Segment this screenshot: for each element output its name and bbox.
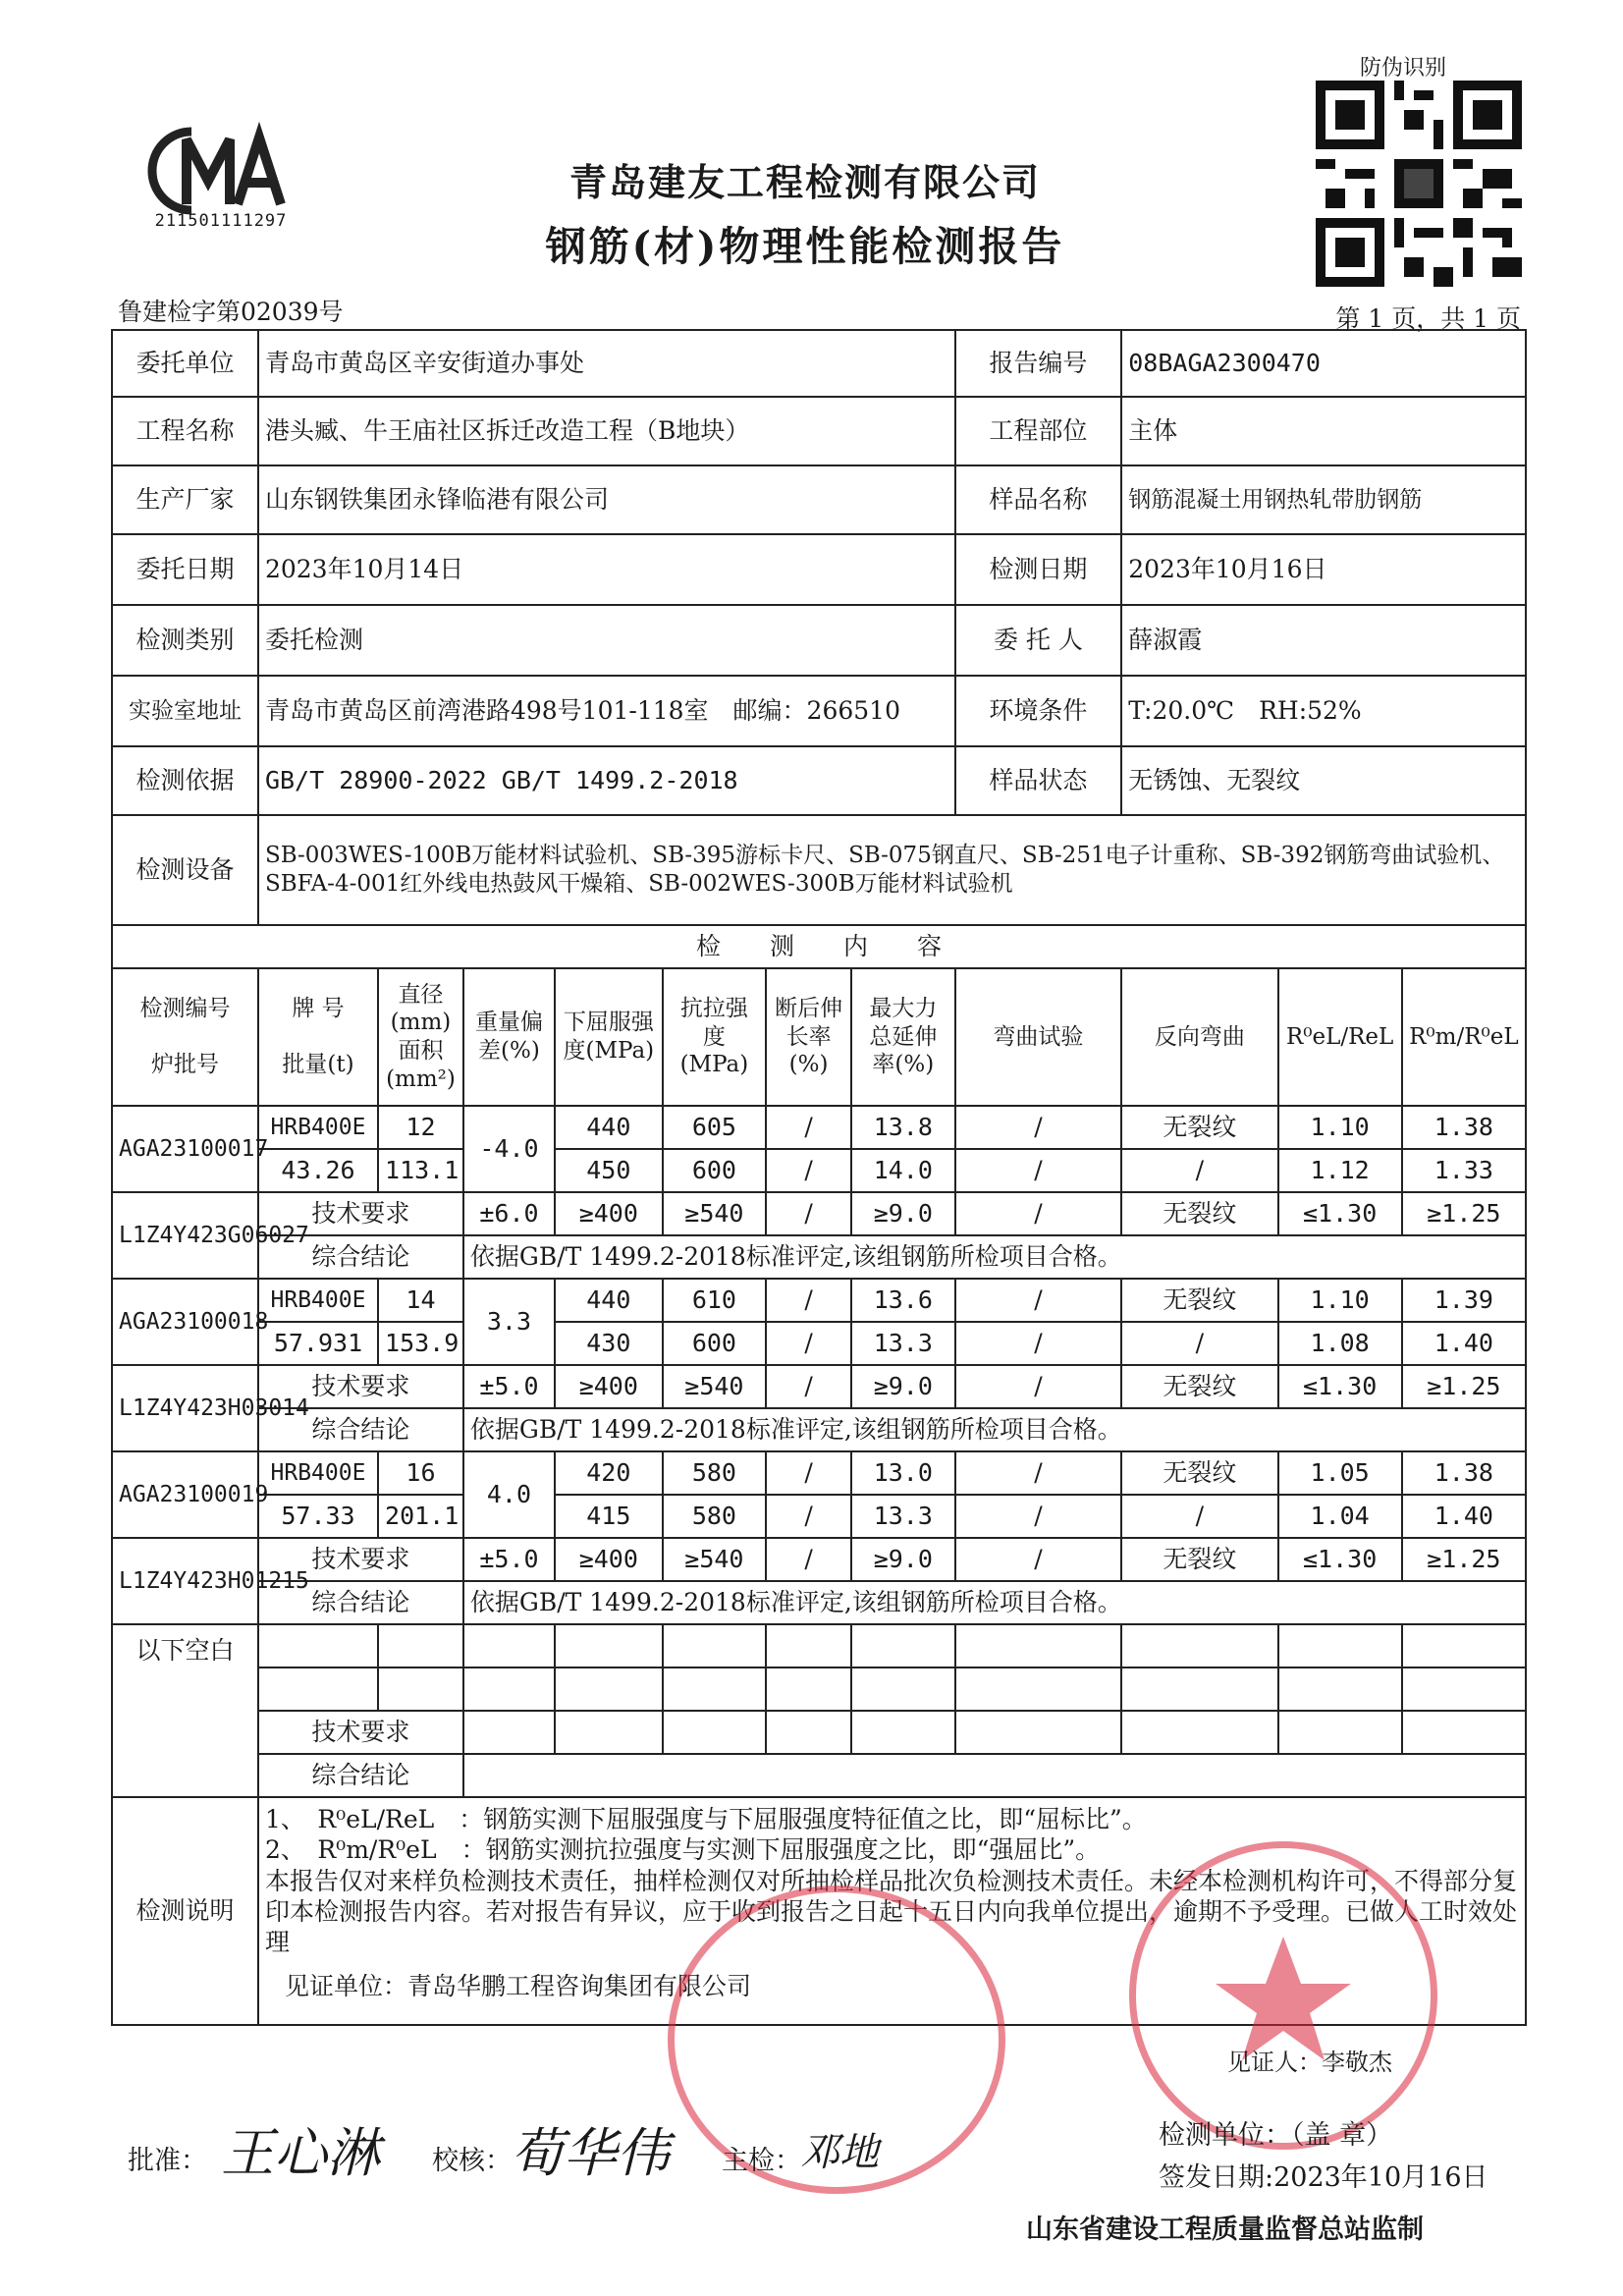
col-id: 检测编号 <box>139 995 231 1021</box>
cell-agt: 13.6 <box>851 1279 955 1322</box>
col-area: 面积(mm²) <box>386 1038 456 1092</box>
cma-code: 211501111297 <box>154 211 288 231</box>
cell-yield: 430 <box>555 1322 663 1365</box>
seal-star-icon <box>1136 1848 1431 2143</box>
req-rbend: 无裂纹 <box>1121 1365 1277 1408</box>
group-brand: HRB400E <box>258 1451 378 1495</box>
conclusion-label: 综合结论 <box>258 1235 463 1279</box>
equip-label: 检测设备 <box>112 815 258 925</box>
lab-label: 实验室地址 <box>112 676 258 746</box>
group-id: AGA23100017 <box>112 1106 258 1192</box>
group-dia: 16 <box>378 1451 463 1495</box>
req-agt: ≥9.0 <box>851 1538 955 1581</box>
req-wdev: ±6.0 <box>463 1192 555 1235</box>
col-brand-qty <box>258 968 378 1106</box>
col-dia: 直径(mm) <box>390 981 452 1036</box>
project-value: 港头臧、牛王庙社区拆迁改造工程（B地块） <box>258 397 955 465</box>
cell-tensile: 580 <box>663 1451 767 1495</box>
page-number: 第 1 页，共 1 页 <box>1335 304 1521 333</box>
req-agt: ≥9.0 <box>851 1365 955 1408</box>
group-brand: HRB400E <box>258 1279 378 1322</box>
client-label: 委托单位 <box>112 330 258 397</box>
cell-yield: 440 <box>555 1106 663 1149</box>
cell-elong: / <box>766 1451 851 1495</box>
req-ratio1: ≤1.30 <box>1278 1192 1402 1235</box>
equip-value: SB-003WES-100B万能材料试验机、SB-395游标卡尺、SB-075钢直尺、SB-251电子计重称、SB-392钢筋弯曲试验机、SBFA-4-001红外线电热鼓风干燥箱、SB-002WES-300B万能材料试验机 <box>258 815 1526 925</box>
env-label: 环境条件 <box>955 676 1122 746</box>
col-wdev: 重量偏差(%) <box>463 968 555 1106</box>
cell-elong: / <box>766 1322 851 1365</box>
cell-tensile: 605 <box>663 1106 767 1149</box>
cell-ratio1: 1.05 <box>1278 1451 1402 1495</box>
date-label: 委托日期 <box>112 534 258 605</box>
req-elong: / <box>766 1192 851 1235</box>
col-yield: 下屈服强度(MPa) <box>555 968 663 1106</box>
cell-agt: 13.8 <box>851 1106 955 1149</box>
cell-yield: 420 <box>555 1451 663 1495</box>
req-ratio1: ≤1.30 <box>1278 1538 1402 1581</box>
col-tensile: 抗拉强度(MPa) <box>663 968 767 1106</box>
col-bend: 弯曲试验 <box>955 968 1122 1106</box>
cell-bend: / <box>955 1106 1122 1149</box>
env-value: T:20.0℃ RH:52% <box>1121 676 1526 746</box>
cell-ratio2: 1.33 <box>1402 1149 1526 1192</box>
req-agt: ≥9.0 <box>851 1192 955 1235</box>
cell-ratio1: 1.10 <box>1278 1106 1402 1149</box>
cell-rbend: 无裂纹 <box>1121 1106 1277 1149</box>
main-signature: 邓地 <box>800 2130 879 2175</box>
check-signature: 荀华伟 <box>511 2122 670 2184</box>
cell-ratio2: 1.40 <box>1402 1495 1526 1538</box>
report-title: 钢筋(材)物理性能检测报告 <box>545 223 1065 270</box>
license-number: 鲁建检字第02039号 <box>118 298 344 326</box>
conclusion-label: 综合结论 <box>258 1581 463 1624</box>
check-label: 校核： <box>432 2146 512 2176</box>
cell-elong: / <box>766 1149 851 1192</box>
sample-value: 钢筋混凝土用钢热轧带肋钢筋 <box>1121 465 1526 534</box>
col-dia-area <box>378 968 463 1106</box>
group-area: 153.9 <box>378 1322 463 1365</box>
group-qty: 43.26 <box>258 1149 378 1192</box>
cell-ratio1: 1.08 <box>1278 1322 1402 1365</box>
approve-signature: 王心淋 <box>221 2122 380 2184</box>
req-bend: / <box>955 1192 1122 1235</box>
state-label: 样品状态 <box>955 746 1122 815</box>
type-label: 检测类别 <box>112 605 258 676</box>
issue-date: 签发日期:2023年10月16日 <box>1159 2162 1488 2193</box>
cell-agt: 13.0 <box>851 1451 955 1495</box>
witness-unit: 见证单位：青岛华鹏工程咨询集团有限公司 <box>284 1972 751 2001</box>
cell-ratio2: 1.39 <box>1402 1279 1526 1322</box>
basis-value: GB/T 28900-2022 GB/T 1499.2-2018 <box>258 746 955 815</box>
report-no-label: 报告编号 <box>955 330 1122 397</box>
group-dia: 12 <box>378 1106 463 1149</box>
seal-stamp-2 <box>1129 1841 1437 2150</box>
conclusion-value: 依据GB/T 1499.2-2018标准评定,该组钢筋所检项目合格。 <box>463 1581 1526 1624</box>
cell-ratio1: 1.12 <box>1278 1149 1402 1192</box>
cell-agt: 13.3 <box>851 1495 955 1538</box>
req-yield: ≥400 <box>555 1538 663 1581</box>
cell-tensile: 610 <box>663 1279 767 1322</box>
lab-value: 青岛市黄岛区前湾港路498号101-118室 邮编：266510 <box>258 676 955 746</box>
group-wdev: 4.0 <box>463 1451 555 1538</box>
sample-label: 样品名称 <box>955 465 1122 534</box>
test-date-label: 检测日期 <box>955 534 1122 605</box>
req-wdev: ±5.0 <box>463 1538 555 1581</box>
col-agt: 最大力总延伸率(%) <box>851 968 955 1106</box>
col-brand: 牌 号 <box>292 995 345 1021</box>
req-label: 技术要求 <box>258 1711 463 1754</box>
cell-rbend: 无裂纹 <box>1121 1279 1277 1322</box>
cell-ratio2: 1.38 <box>1402 1451 1526 1495</box>
req-ratio2: ≥1.25 <box>1402 1192 1526 1235</box>
client-value: 青岛市黄岛区辛安街道办事处 <box>258 330 955 397</box>
group-wdev: 3.3 <box>463 1279 555 1365</box>
cell-elong: / <box>766 1106 851 1149</box>
col-ratio1: R⁰eL/ReL <box>1278 968 1402 1106</box>
cell-bend: / <box>955 1322 1122 1365</box>
basis-label: 检测依据 <box>112 746 258 815</box>
group-id: AGA23100018 <box>112 1279 258 1365</box>
note-2: 2、 R⁰m/R⁰eL ：钢筋实测抗拉强度与实测下屈服强度之比，即“强屈比”。 <box>264 1835 1101 1865</box>
req-elong: / <box>766 1538 851 1581</box>
cell-ratio2: 1.38 <box>1402 1106 1526 1149</box>
col-qty: 批量(t) <box>282 1052 354 1078</box>
req-tensile: ≥540 <box>663 1192 767 1235</box>
col-rbend: 反向弯曲 <box>1121 968 1277 1106</box>
cell-yield: 415 <box>555 1495 663 1538</box>
qr-code-icon[interactable] <box>1316 81 1522 287</box>
cell-ratio1: 1.10 <box>1278 1279 1402 1322</box>
main-label: 主检： <box>722 2146 801 2176</box>
group-brand: HRB400E <box>258 1106 378 1149</box>
cell-agt: 14.0 <box>851 1149 955 1192</box>
req-tensile: ≥540 <box>663 1538 767 1581</box>
group-area: 113.1 <box>378 1149 463 1192</box>
state-value: 无锈蚀、无裂纹 <box>1121 746 1526 815</box>
cell-yield: 450 <box>555 1149 663 1192</box>
cma-logo <box>147 126 295 216</box>
col-elong: 断后伸长率(%) <box>766 968 851 1106</box>
type-value: 委托检测 <box>258 605 955 676</box>
note-1: 1、 R⁰eL/ReL ：钢筋实测下屈服强度与下屈服强度特征值之比，即“屈标比”。 <box>264 1805 1147 1833</box>
cell-bend: / <box>955 1495 1122 1538</box>
cell-rbend: / <box>1121 1149 1277 1192</box>
person-value: 薛淑霞 <box>1121 605 1526 676</box>
note-3: 本报告仅对来样负检测技术责任，抽样检测仅对所抽检样品批次负检测技术责任。未经本检测机构许可，不得部分复印本检测报告内容。若对报告有异议，应于收到报告之日起十五日内向我单位提出，逾期不予受理。已做人工时效处理 <box>264 1866 1517 1956</box>
cell-ratio1: 1.04 <box>1278 1495 1402 1538</box>
req-ratio1: ≤1.30 <box>1278 1365 1402 1408</box>
approve-label: 批准： <box>128 2146 207 2176</box>
group-batch: L1Z4Y423H03014 <box>112 1365 258 1451</box>
cell-tensile: 580 <box>663 1495 767 1538</box>
conclusion-label: 综合结论 <box>258 1408 463 1451</box>
conclusion-label: 综合结论 <box>258 1754 463 1797</box>
cell-bend: / <box>955 1451 1122 1495</box>
test-date-value: 2023年10月16日 <box>1121 534 1526 605</box>
req-ratio2: ≥1.25 <box>1402 1365 1526 1408</box>
notes-label: 检测说明 <box>112 1797 258 2025</box>
group-wdev: -4.0 <box>463 1106 555 1192</box>
group-qty: 57.33 <box>258 1495 378 1538</box>
part-label: 工程部位 <box>955 397 1122 465</box>
req-tensile: ≥540 <box>663 1365 767 1408</box>
cell-rbend: / <box>1121 1495 1277 1538</box>
report-no-value: 08BAGA2300470 <box>1121 330 1526 397</box>
cell-rbend: 无裂纹 <box>1121 1451 1277 1495</box>
cell-ratio2: 1.40 <box>1402 1322 1526 1365</box>
group-area: 201.1 <box>378 1495 463 1538</box>
req-yield: ≥400 <box>555 1192 663 1235</box>
col-id-batch <box>112 968 258 1106</box>
group-dia: 14 <box>378 1279 463 1322</box>
conclusion-value: 依据GB/T 1499.2-2018标准评定,该组钢筋所检项目合格。 <box>463 1408 1526 1451</box>
test-unit: 检测单位：（盖 章） <box>1159 2120 1393 2151</box>
maker-label: 生产厂家 <box>112 465 258 534</box>
req-yield: ≥400 <box>555 1365 663 1408</box>
col-ratio2: R⁰m/R⁰eL <box>1402 968 1526 1106</box>
anti-fake-label: 防伪识别 <box>1360 56 1447 81</box>
blank-label: 以下空白 <box>112 1624 258 1797</box>
conclusion-value: 依据GB/T 1499.2-2018标准评定,该组钢筋所检项目合格。 <box>463 1235 1526 1279</box>
supervisor: 山东省建设工程质量监督总站监制 <box>1026 2214 1424 2245</box>
group-id: AGA23100019 <box>112 1451 258 1538</box>
col-batch: 炉批号 <box>150 1052 219 1078</box>
cell-elong: / <box>766 1495 851 1538</box>
maker-value: 山东钢铁集团永锋临港有限公司 <box>258 465 955 534</box>
req-rbend: 无裂纹 <box>1121 1538 1277 1581</box>
req-bend: / <box>955 1365 1122 1408</box>
group-qty: 57.931 <box>258 1322 378 1365</box>
req-bend: / <box>955 1538 1122 1581</box>
cell-rbend: / <box>1121 1322 1277 1365</box>
req-label: 技术要求 <box>258 1538 463 1581</box>
req-wdev: ±5.0 <box>463 1365 555 1408</box>
req-rbend: 无裂纹 <box>1121 1192 1277 1235</box>
content-title: 检 测 内 容 <box>112 925 1526 968</box>
req-label: 技术要求 <box>258 1192 463 1235</box>
cell-tensile: 600 <box>663 1322 767 1365</box>
req-label: 技术要求 <box>258 1365 463 1408</box>
cell-elong: / <box>766 1279 851 1322</box>
project-label: 工程名称 <box>112 397 258 465</box>
witness-person: 见证人：李敬杰 <box>1227 2049 1392 2076</box>
company-name: 青岛建友工程检测有限公司 <box>568 160 1041 204</box>
cell-tensile: 600 <box>663 1149 767 1192</box>
group-batch: L1Z4Y423H01215 <box>112 1538 258 1624</box>
date-value: 2023年10月14日 <box>258 534 955 605</box>
cell-yield: 440 <box>555 1279 663 1322</box>
cell-agt: 13.3 <box>851 1322 955 1365</box>
req-ratio2: ≥1.25 <box>1402 1538 1526 1581</box>
req-elong: / <box>766 1365 851 1408</box>
report-table <box>111 329 1527 2026</box>
group-batch: L1Z4Y423G06027 <box>112 1192 258 1279</box>
part-value: 主体 <box>1121 397 1526 465</box>
cell-bend: / <box>955 1149 1122 1192</box>
cell-bend: / <box>955 1279 1122 1322</box>
person-label: 委 托 人 <box>955 605 1122 676</box>
